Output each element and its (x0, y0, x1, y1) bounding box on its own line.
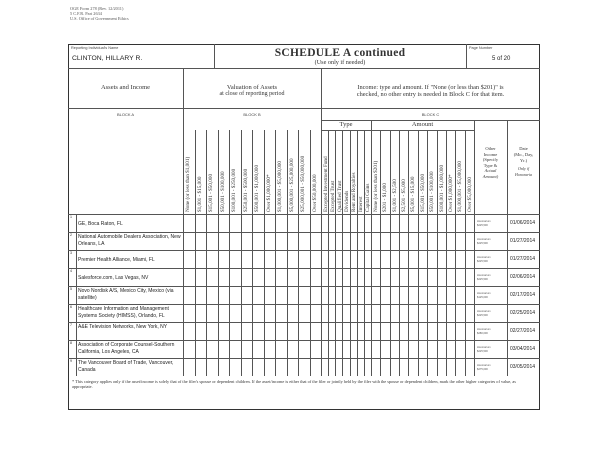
other-income-amount: $225,500 (477, 313, 488, 317)
row-number: 4 (70, 269, 72, 273)
valuation-column-label: Over $1,000,000* (265, 174, 272, 212)
valuation-column-label: $50,001 - $100,000 (219, 171, 226, 212)
valuation-column-label: $250,001 - $500,000 (242, 168, 249, 212)
amount-label: Amount (411, 121, 434, 128)
date-header-line: (Mo., Day, (513, 151, 534, 157)
date-header-line: Yr.) (519, 157, 528, 163)
other-income-header-line: (Specify (482, 157, 499, 163)
other-income-amount: $225,500 (477, 241, 488, 245)
other-income-amount: $225,500 (477, 223, 488, 227)
date-header-line: Date (519, 146, 528, 151)
asset-name: GE, Boca Raton, FL (78, 221, 123, 227)
date-header-line: Honoraria (514, 172, 533, 178)
income-title: Income: type and amount. If "None (or less than $201)" is (357, 84, 504, 91)
type-column-label: Interest (358, 196, 365, 212)
other-income-value: Honorarium (477, 328, 491, 331)
other-income-value: Honorarium (477, 364, 491, 367)
row-number: 5 (70, 287, 72, 291)
amount-column-label: Over $5,000,000 (466, 176, 473, 212)
amount-column-label: $100,001 - $1,000,000 (438, 164, 445, 212)
valuation-column-label: $25,000,001 - $50,000,000 (300, 155, 306, 212)
valuation-column-label: $5,000,001 - $25,000,000 (288, 158, 295, 212)
valuation-column-label: None (or less than $1,001) (185, 156, 191, 212)
date-header-line: Only if (518, 166, 529, 172)
other-income-header-line: Other (485, 146, 496, 151)
honoraria-date: 01/27/2014 (510, 238, 536, 244)
asset-name: Salesforce.com, Las Vegas, NV (78, 275, 149, 281)
reporting-individual-name: CLINTON, HILLARY R. (72, 55, 143, 62)
other-income-amount: $225,500 (477, 259, 488, 263)
row-number: 6 (70, 305, 72, 309)
row-number: 9 (70, 359, 72, 363)
asset-name: Premier Health Alliance, Miami, FL (78, 257, 155, 263)
valuation-column-label: $1,001 - $15,000 (196, 176, 203, 212)
amount-column-label: $2,501 - $5,000 (401, 179, 408, 212)
valuation-column-label: $1,000,001 - $5,000,000 (277, 160, 283, 212)
page-number-label: Page Number (469, 46, 493, 50)
other-income-value: Honorarium (477, 310, 491, 313)
honoraria-date: 02/17/2014 (510, 292, 536, 298)
amount-column-label: $15,001 - $50,000 (419, 173, 426, 212)
valuation-column-label: $15,001 - $50,000 (208, 173, 214, 212)
other-income-amount: $225,500 (477, 349, 488, 353)
income-subtitle: checked, no other entry is needed in Block C for that item. (356, 91, 505, 98)
type-column-label: Rent and Royalties (351, 172, 358, 212)
other-income-amount: $225,500 (477, 277, 488, 281)
cfr-ref: 5 C.F.R. Part 2634 (70, 11, 102, 16)
type-column-label: Excepted Trust (329, 180, 336, 212)
other-income-value: Honorarium (477, 292, 491, 295)
amount-column-label: $201 - $1,000 (382, 183, 389, 212)
amount-column-label: None (or less than $201) (373, 160, 379, 212)
other-income-value: Honorarium (477, 274, 491, 277)
reporting-individual-label: Reporting Individual's Name (71, 46, 119, 50)
other-income-header-line: Actual (484, 168, 497, 174)
asset-name: Association of Corporate Counsel-Southern California, Los Angeles, CA (78, 342, 175, 355)
asset-name: The Vancouver Board of Trade, Vancouver, Canada (78, 360, 174, 373)
other-income-value: Honorarium (477, 256, 491, 259)
footnote: * This category applies only if the asset/income is solely that of the filer's spouse or dependent children. If the asset/income is either that of the filer or jointly held by the filer with the spouse or dependent children, mark the other higher categories of value, as appropriate. (72, 379, 516, 389)
schedule-title: SCHEDULE A continued (274, 47, 406, 59)
honoraria-date: 01/06/2014 (510, 220, 536, 226)
asset-name: Novo Nordisk A/S, Mexico City, Mexico (via satellite) (78, 288, 174, 301)
block-b-label: BLOCK B (243, 112, 261, 117)
block-a-label: BLOCK A (116, 112, 135, 117)
other-income-amount: $275,000 (477, 367, 488, 371)
amount-column-label: Over $1,000,000* (447, 174, 454, 212)
honoraria-date: 02/06/2014 (510, 274, 536, 280)
amount-column-label: $1,000,001 - $5,000,000 (457, 160, 464, 212)
other-income-value: Honorarium (477, 238, 491, 241)
other-income-amount: $125,000 (477, 295, 488, 299)
honoraria-date: 03/05/2014 (510, 364, 536, 370)
valuation-column-label: $500,001 - $1,000,000 (254, 164, 260, 212)
type-column-label: Capital Gains (365, 183, 372, 212)
type-column-label: Dividends (343, 190, 350, 212)
amount-column-label: $5,001 - $15,000 (410, 176, 417, 212)
valuation-column-label: $100,001 - $250,000 (231, 168, 237, 212)
form-id: OGE Form 278 (Rev. 12/2011) (70, 6, 124, 11)
valuation-subtitle: at close of reporting period (219, 91, 285, 97)
row-number: 2 (70, 233, 72, 237)
type-column-label: Qualified Trust (336, 180, 343, 212)
asset-name: Healthcare Information and Management Systems Society (HIMSS), Orlando, FL (78, 306, 169, 319)
honoraria-date: 02/25/2014 (510, 310, 536, 316)
type-label: Type (339, 121, 353, 128)
amount-column-label: $50,001 - $100,000 (429, 171, 436, 212)
row-number: 1 (70, 215, 72, 219)
row-number: 8 (70, 341, 72, 345)
other-income-header-line: Type & (483, 162, 498, 168)
row-number: 7 (70, 323, 72, 327)
other-income-amount: $280,000 (477, 331, 488, 335)
type-column-label: Excepted Investment Fund (322, 156, 329, 212)
other-income-value: Honorarium (477, 346, 491, 349)
row-number: 3 (70, 251, 72, 255)
honoraria-date: 01/27/2014 (510, 256, 536, 262)
valuation-title: Valuation of Assets (226, 84, 278, 91)
valuation-column-label: Over $50,000,000 (311, 174, 318, 212)
block-c-label: BLOCK C (421, 112, 440, 117)
schedule-subtitle: (Use only if needed) (314, 59, 366, 66)
assets-income-title: Assets and Income (100, 84, 151, 91)
asset-name: National Automobile Dealers Association, New Orleans, LA (78, 234, 181, 247)
form-header (70, 6, 129, 21)
other-income-header-line: Income (483, 151, 498, 157)
other-income-header-line: Amount) (482, 174, 499, 179)
honoraria-date: 02/27/2014 (510, 328, 536, 334)
page-number: 5 of 20 (492, 56, 511, 62)
agency: U.S. Office of Government Ethics (70, 16, 129, 21)
other-income-value: Honorarium (477, 220, 491, 223)
honoraria-date: 03/04/2014 (510, 346, 536, 352)
asset-name: A&E Television Networks, New York, NY (78, 324, 168, 330)
amount-column-label: $1,001 - $2,500 (391, 179, 398, 212)
